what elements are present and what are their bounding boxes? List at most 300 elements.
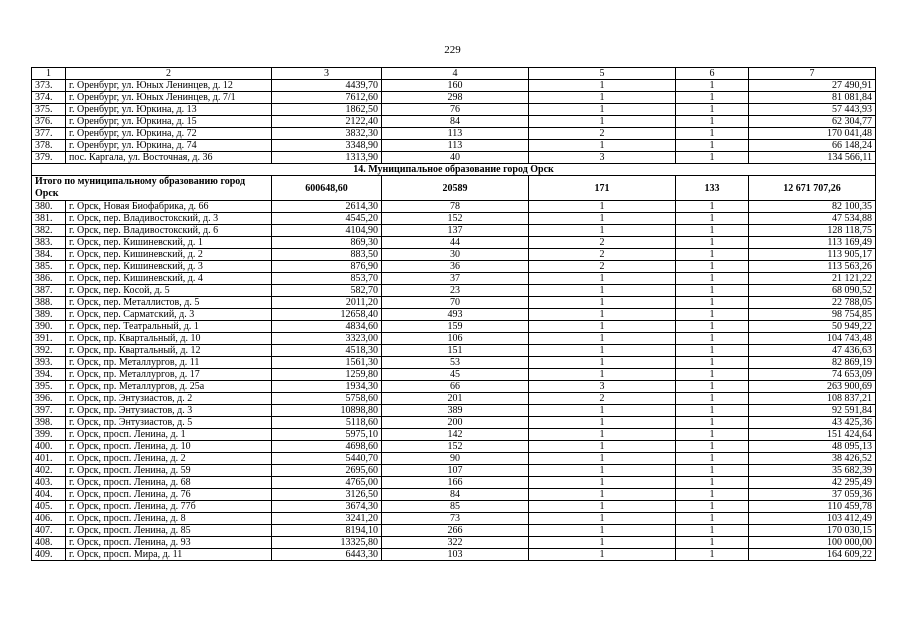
table-cell: 76: [382, 104, 529, 116]
table-cell: 1: [676, 369, 749, 381]
table-cell: 398.: [32, 417, 66, 429]
table-cell: г. Орск, пр. Металлургов, д. 17: [66, 369, 272, 381]
table-row: [32, 537, 876, 549]
table-cell: 103: [382, 549, 529, 561]
table-cell: 1: [676, 237, 749, 249]
table-cell: 35 682,39: [749, 465, 876, 477]
table-cell: 4765,00: [272, 477, 382, 489]
table-cell: 1: [529, 465, 676, 477]
table-cell: 1: [676, 405, 749, 417]
table-cell: 5975,10: [272, 429, 382, 441]
table-cell: 1: [529, 201, 676, 213]
table-cell: 383.: [32, 237, 66, 249]
table-row: [32, 501, 876, 513]
table-cell: 1: [529, 345, 676, 357]
table-cell: г. Орск, пер. Кишиневский, д. 1: [66, 237, 272, 249]
table-cell: 2: [529, 393, 676, 405]
table-cell: 74 653,09: [749, 369, 876, 381]
table-cell: 2695,60: [272, 465, 382, 477]
column-header: 4: [382, 68, 529, 80]
table-cell: г. Орск, Новая Биофабрика, д. 66: [66, 201, 272, 213]
table-cell: 386.: [32, 273, 66, 285]
table-cell: 1934,30: [272, 381, 382, 393]
table-cell: 44: [382, 237, 529, 249]
table-cell: 1: [676, 345, 749, 357]
table-cell: 2: [529, 249, 676, 261]
table-cell: 3832,30: [272, 128, 382, 140]
table-row: [32, 525, 876, 537]
table-cell: 23: [382, 285, 529, 297]
table-cell: 1: [529, 441, 676, 453]
section-header-row: [32, 164, 876, 176]
table-cell: 47 534,88: [749, 213, 876, 225]
table-cell: 1: [529, 429, 676, 441]
table-cell: 373.: [32, 80, 66, 92]
table-cell: 1: [529, 405, 676, 417]
table-cell: 1: [676, 297, 749, 309]
table-cell: 493: [382, 309, 529, 321]
table-cell: 66: [382, 381, 529, 393]
table-cell: 48 095,13: [749, 441, 876, 453]
table-cell: 100 000,00: [749, 537, 876, 549]
table-cell: 5118,60: [272, 417, 382, 429]
table-cell: 1: [676, 393, 749, 405]
table-row: [32, 285, 876, 297]
table-cell: 404.: [32, 489, 66, 501]
table-cell: г. Оренбург, ул. Юных Ленинцев, д. 12: [66, 80, 272, 92]
table-cell: 43 425,36: [749, 417, 876, 429]
table-cell: 1561,30: [272, 357, 382, 369]
table-cell: 395.: [32, 381, 66, 393]
table-cell: 407.: [32, 525, 66, 537]
table-cell: 1: [529, 357, 676, 369]
table-cell: 1862,50: [272, 104, 382, 116]
table-cell: 1: [676, 429, 749, 441]
table-row: [32, 381, 876, 393]
table-cell: 142: [382, 429, 529, 441]
table-cell: 1: [676, 537, 749, 549]
table-cell: 82 869,19: [749, 357, 876, 369]
table-cell: 389.: [32, 309, 66, 321]
table-cell: 1: [529, 116, 676, 128]
table-cell: 57 443,93: [749, 104, 876, 116]
table-cell: 876,90: [272, 261, 382, 273]
table-cell: 1: [676, 417, 749, 429]
table-cell: 322: [382, 537, 529, 549]
table-cell: 106: [382, 333, 529, 345]
table-cell: 103 412,49: [749, 513, 876, 525]
table-cell: г. Орск, пр. Квартальный, д. 12: [66, 345, 272, 357]
table-cell: 1: [676, 213, 749, 225]
table-cell: г. Орск, просп. Ленина, д. 77б: [66, 501, 272, 513]
table-cell: 160: [382, 80, 529, 92]
table-cell: 1: [676, 261, 749, 273]
table-cell: 1: [676, 381, 749, 393]
total-row: [32, 176, 876, 201]
table-row: [32, 489, 876, 501]
table-row: [32, 152, 876, 164]
table-cell: 1: [529, 333, 676, 345]
table-cell: 42 295,49: [749, 477, 876, 489]
table-cell: 883,50: [272, 249, 382, 261]
table-cell: г. Орск, просп. Ленина, д. 76: [66, 489, 272, 501]
table-cell: 4545,20: [272, 213, 382, 225]
table-cell: 1: [676, 80, 749, 92]
table-cell: 107: [382, 465, 529, 477]
table-cell: 6443,30: [272, 549, 382, 561]
table-cell: 1: [529, 501, 676, 513]
table-cell: 38 426,52: [749, 453, 876, 465]
table-cell: г. Орск, пер. Косой, д. 5: [66, 285, 272, 297]
table-cell: 405.: [32, 501, 66, 513]
table-cell: 1: [529, 369, 676, 381]
table-row: [32, 237, 876, 249]
table-cell: г. Оренбург, ул. Юркина, д. 74: [66, 140, 272, 152]
table-row: [32, 249, 876, 261]
table-cell: 3: [529, 152, 676, 164]
table-cell: 389: [382, 405, 529, 417]
table-cell: 73: [382, 513, 529, 525]
table-cell: 200: [382, 417, 529, 429]
table-cell: г. Орск, пр. Энтузиастов, д. 2: [66, 393, 272, 405]
table-cell: г. Орск, просп. Ленина, д. 85: [66, 525, 272, 537]
table-cell: 151 424,64: [749, 429, 876, 441]
table-cell: 298: [382, 92, 529, 104]
table-cell: 22 788,05: [749, 297, 876, 309]
table-cell: 582,70: [272, 285, 382, 297]
table-cell: г. Орск, просп. Мира, д. 11: [66, 549, 272, 561]
table-cell: 90: [382, 453, 529, 465]
table-cell: 113 169,49: [749, 237, 876, 249]
table-cell: 1: [529, 549, 676, 561]
table-cell: 2: [529, 261, 676, 273]
table-cell: 391.: [32, 333, 66, 345]
table-cell: 387.: [32, 285, 66, 297]
table-cell: 408.: [32, 537, 66, 549]
table-cell: г. Орск, пер. Кишиневский, д. 2: [66, 249, 272, 261]
table-cell: 113 563,26: [749, 261, 876, 273]
table-cell: 1: [676, 116, 749, 128]
table-row: [32, 417, 876, 429]
table-cell: 1: [529, 417, 676, 429]
table-cell: 1: [529, 309, 676, 321]
table-cell: 4834,60: [272, 321, 382, 333]
table-cell: 70: [382, 297, 529, 309]
table-cell: г. Орск, пер. Владивостокский, д. 6: [66, 225, 272, 237]
table-cell: 377.: [32, 128, 66, 140]
table-row: [32, 465, 876, 477]
column-header: 6: [676, 68, 749, 80]
table-cell: г. Орск, просп. Ленина, д. 59: [66, 465, 272, 477]
table-cell: г. Орск, просп. Ленина, д. 8: [66, 513, 272, 525]
table-cell: г. Орск, просп. Ленина, д. 2: [66, 453, 272, 465]
table-cell: 113 905,17: [749, 249, 876, 261]
column-header: 1: [32, 68, 66, 80]
table-cell: 1: [676, 513, 749, 525]
table-cell: 1: [676, 333, 749, 345]
table-cell: 1: [529, 213, 676, 225]
table-cell: 1313,90: [272, 152, 382, 164]
table-cell: г. Оренбург, ул. Юркина, д. 13: [66, 104, 272, 116]
table-cell: 84: [382, 116, 529, 128]
table-cell: 399.: [32, 429, 66, 441]
table-cell: 104 743,48: [749, 333, 876, 345]
table-row: [32, 345, 876, 357]
table-cell: 134 566,11: [749, 152, 876, 164]
table-row: [32, 213, 876, 225]
table-cell: 62 304,77: [749, 116, 876, 128]
table-cell: 3241,20: [272, 513, 382, 525]
table-cell: 1: [529, 453, 676, 465]
table-cell: 3674,30: [272, 501, 382, 513]
column-header-row: [32, 68, 876, 80]
table-cell: 1: [676, 501, 749, 513]
table-cell: 400.: [32, 441, 66, 453]
table-row: [32, 405, 876, 417]
table-row: [32, 104, 876, 116]
table-cell: 1: [676, 525, 749, 537]
total-value: 20589: [382, 176, 529, 201]
total-value: 171: [529, 176, 676, 201]
table-cell: г. Орск, пер. Металлистов, д. 5: [66, 297, 272, 309]
table-cell: 1: [529, 80, 676, 92]
table-row: [32, 357, 876, 369]
table-row: [32, 441, 876, 453]
table-cell: 1: [529, 477, 676, 489]
table-row: [32, 393, 876, 405]
table-cell: 381.: [32, 213, 66, 225]
table-cell: 7612,60: [272, 92, 382, 104]
page-number: 229: [444, 44, 461, 56]
table-cell: 4104,90: [272, 225, 382, 237]
table-cell: 85: [382, 501, 529, 513]
table-cell: 382.: [32, 225, 66, 237]
table-cell: 113: [382, 128, 529, 140]
table-cell: 82 100,35: [749, 201, 876, 213]
table-row: [32, 369, 876, 381]
table-cell: 1: [676, 477, 749, 489]
table-cell: 201: [382, 393, 529, 405]
table-cell: 2122,40: [272, 116, 382, 128]
table-cell: 1: [676, 309, 749, 321]
table-cell: 1: [529, 321, 676, 333]
section-title: 14. Муниципальное образование город Орск: [32, 164, 876, 176]
table-row: [32, 513, 876, 525]
table-cell: 393.: [32, 357, 66, 369]
table-row: [32, 453, 876, 465]
table-cell: 3: [529, 381, 676, 393]
table-row: [32, 477, 876, 489]
column-header: 3: [272, 68, 382, 80]
table-row: [32, 297, 876, 309]
table-cell: 1: [676, 357, 749, 369]
table-body: [32, 68, 876, 561]
total-value: 133: [676, 176, 749, 201]
table-cell: 4698,60: [272, 441, 382, 453]
table-cell: 869,30: [272, 237, 382, 249]
table-cell: 374.: [32, 92, 66, 104]
table-cell: 406.: [32, 513, 66, 525]
table-cell: г. Орск, просп. Ленина, д. 10: [66, 441, 272, 453]
buildings-table: [31, 67, 876, 561]
table-cell: г. Орск, пер. Кишиневский, д. 4: [66, 273, 272, 285]
table-cell: 2011,20: [272, 297, 382, 309]
table-cell: 166: [382, 477, 529, 489]
table-cell: 5440,70: [272, 453, 382, 465]
table-cell: г. Орск, пр. Металлургов, д. 25а: [66, 381, 272, 393]
table-cell: 170 041,48: [749, 128, 876, 140]
table-row: [32, 116, 876, 128]
table-cell: 68 090,52: [749, 285, 876, 297]
table-row: [32, 80, 876, 92]
table-cell: 1: [529, 104, 676, 116]
table-cell: 388.: [32, 297, 66, 309]
table-cell: 384.: [32, 249, 66, 261]
table-cell: 380.: [32, 201, 66, 213]
table-cell: 37: [382, 273, 529, 285]
table-cell: г. Орск, пер. Кишиневский, д. 3: [66, 261, 272, 273]
table-cell: 21 121,22: [749, 273, 876, 285]
table-cell: 376.: [32, 116, 66, 128]
table-cell: 1: [676, 441, 749, 453]
table-cell: 379.: [32, 152, 66, 164]
table-cell: 78: [382, 201, 529, 213]
table-cell: 392.: [32, 345, 66, 357]
table-cell: 402.: [32, 465, 66, 477]
table-cell: 12658,40: [272, 309, 382, 321]
column-header: 2: [66, 68, 272, 80]
table-cell: 1: [529, 92, 676, 104]
table-cell: 1: [676, 285, 749, 297]
table-cell: 4439,70: [272, 80, 382, 92]
table-cell: г. Оренбург, ул. Юркина, д. 15: [66, 116, 272, 128]
table-cell: г. Оренбург, ул. Юркина, д. 72: [66, 128, 272, 140]
table-row: [32, 273, 876, 285]
table-cell: 40: [382, 152, 529, 164]
table-cell: 1: [676, 549, 749, 561]
table-cell: 1259,80: [272, 369, 382, 381]
table-row: [32, 321, 876, 333]
table-cell: 1: [676, 273, 749, 285]
table-cell: 151: [382, 345, 529, 357]
table-cell: 5758,60: [272, 393, 382, 405]
table-cell: 2: [529, 128, 676, 140]
table-cell: 2: [529, 237, 676, 249]
table-cell: 1: [676, 249, 749, 261]
table-cell: 3323,00: [272, 333, 382, 345]
table-cell: 3126,50: [272, 489, 382, 501]
table-cell: 37 059,36: [749, 489, 876, 501]
table-cell: 853,70: [272, 273, 382, 285]
table-cell: 84: [382, 489, 529, 501]
table-cell: 1: [529, 525, 676, 537]
table-row: [32, 128, 876, 140]
table-row: [32, 261, 876, 273]
table-cell: г. Орск, пр. Металлургов, д. 11: [66, 357, 272, 369]
table-cell: г. Орск, просп. Ленина, д. 1: [66, 429, 272, 441]
table-cell: г. Оренбург, ул. Юных Ленинцев, д. 7/1: [66, 92, 272, 104]
table-cell: г. Орск, просп. Ленина, д. 68: [66, 477, 272, 489]
table-row: [32, 309, 876, 321]
table-cell: 1: [676, 489, 749, 501]
table-cell: 110 459,78: [749, 501, 876, 513]
table-cell: 45: [382, 369, 529, 381]
table-cell: 53: [382, 357, 529, 369]
table-cell: г. Орск, пр. Энтузиастов, д. 3: [66, 405, 272, 417]
total-value: 600648,60: [272, 176, 382, 201]
table-row: [32, 92, 876, 104]
table-cell: 98 754,85: [749, 309, 876, 321]
table-cell: г. Орск, пр. Энтузиастов, д. 5: [66, 417, 272, 429]
column-header: 7: [749, 68, 876, 80]
table-cell: 10898,80: [272, 405, 382, 417]
table-cell: 403.: [32, 477, 66, 489]
table-cell: 159: [382, 321, 529, 333]
table-cell: 1: [529, 273, 676, 285]
table-cell: 128 118,75: [749, 225, 876, 237]
table-cell: 394.: [32, 369, 66, 381]
table-cell: 170 030,15: [749, 525, 876, 537]
total-value: 12 671 707,26: [749, 176, 876, 201]
table-cell: 36: [382, 261, 529, 273]
table-cell: 1: [529, 537, 676, 549]
table-cell: 1: [676, 140, 749, 152]
table-cell: 1: [676, 321, 749, 333]
table-row: [32, 225, 876, 237]
table-cell: 81 081,84: [749, 92, 876, 104]
table-cell: 1: [529, 225, 676, 237]
table-row: [32, 429, 876, 441]
table-cell: пос. Каргала, ул. Восточная, д. 36: [66, 152, 272, 164]
table-cell: 92 591,84: [749, 405, 876, 417]
table-cell: 378.: [32, 140, 66, 152]
table-row: [32, 549, 876, 561]
table-cell: 2614,30: [272, 201, 382, 213]
table-cell: 164 609,22: [749, 549, 876, 561]
table-cell: 30: [382, 249, 529, 261]
table-cell: 152: [382, 213, 529, 225]
table-cell: 1: [676, 92, 749, 104]
total-label: Итого по муниципальному образованию город Орск: [32, 176, 272, 201]
table-cell: 47 436,63: [749, 345, 876, 357]
table-cell: 266: [382, 525, 529, 537]
table-cell: 50 949,22: [749, 321, 876, 333]
column-header: 5: [529, 68, 676, 80]
table-cell: 66 148,24: [749, 140, 876, 152]
table-cell: 385.: [32, 261, 66, 273]
table-cell: 4518,30: [272, 345, 382, 357]
table-cell: 1: [676, 201, 749, 213]
table-cell: г. Орск, пер. Сарматский, д. 3: [66, 309, 272, 321]
table-cell: 409.: [32, 549, 66, 561]
table-cell: 1: [529, 285, 676, 297]
table-row: [32, 140, 876, 152]
table-cell: 1: [529, 489, 676, 501]
table-cell: 113: [382, 140, 529, 152]
table-cell: 1: [676, 152, 749, 164]
table-cell: 1: [529, 297, 676, 309]
table-cell: 263 900,69: [749, 381, 876, 393]
table-cell: г. Орск, пр. Квартальный, д. 10: [66, 333, 272, 345]
table-cell: 390.: [32, 321, 66, 333]
table-cell: г. Орск, пер. Театральный, д. 1: [66, 321, 272, 333]
table-cell: 1: [529, 140, 676, 152]
table-row: [32, 333, 876, 345]
table-cell: г. Орск, пер. Владивостокский, д. 3: [66, 213, 272, 225]
table-cell: 152: [382, 441, 529, 453]
table-cell: 27 490,91: [749, 80, 876, 92]
table-row: [32, 201, 876, 213]
